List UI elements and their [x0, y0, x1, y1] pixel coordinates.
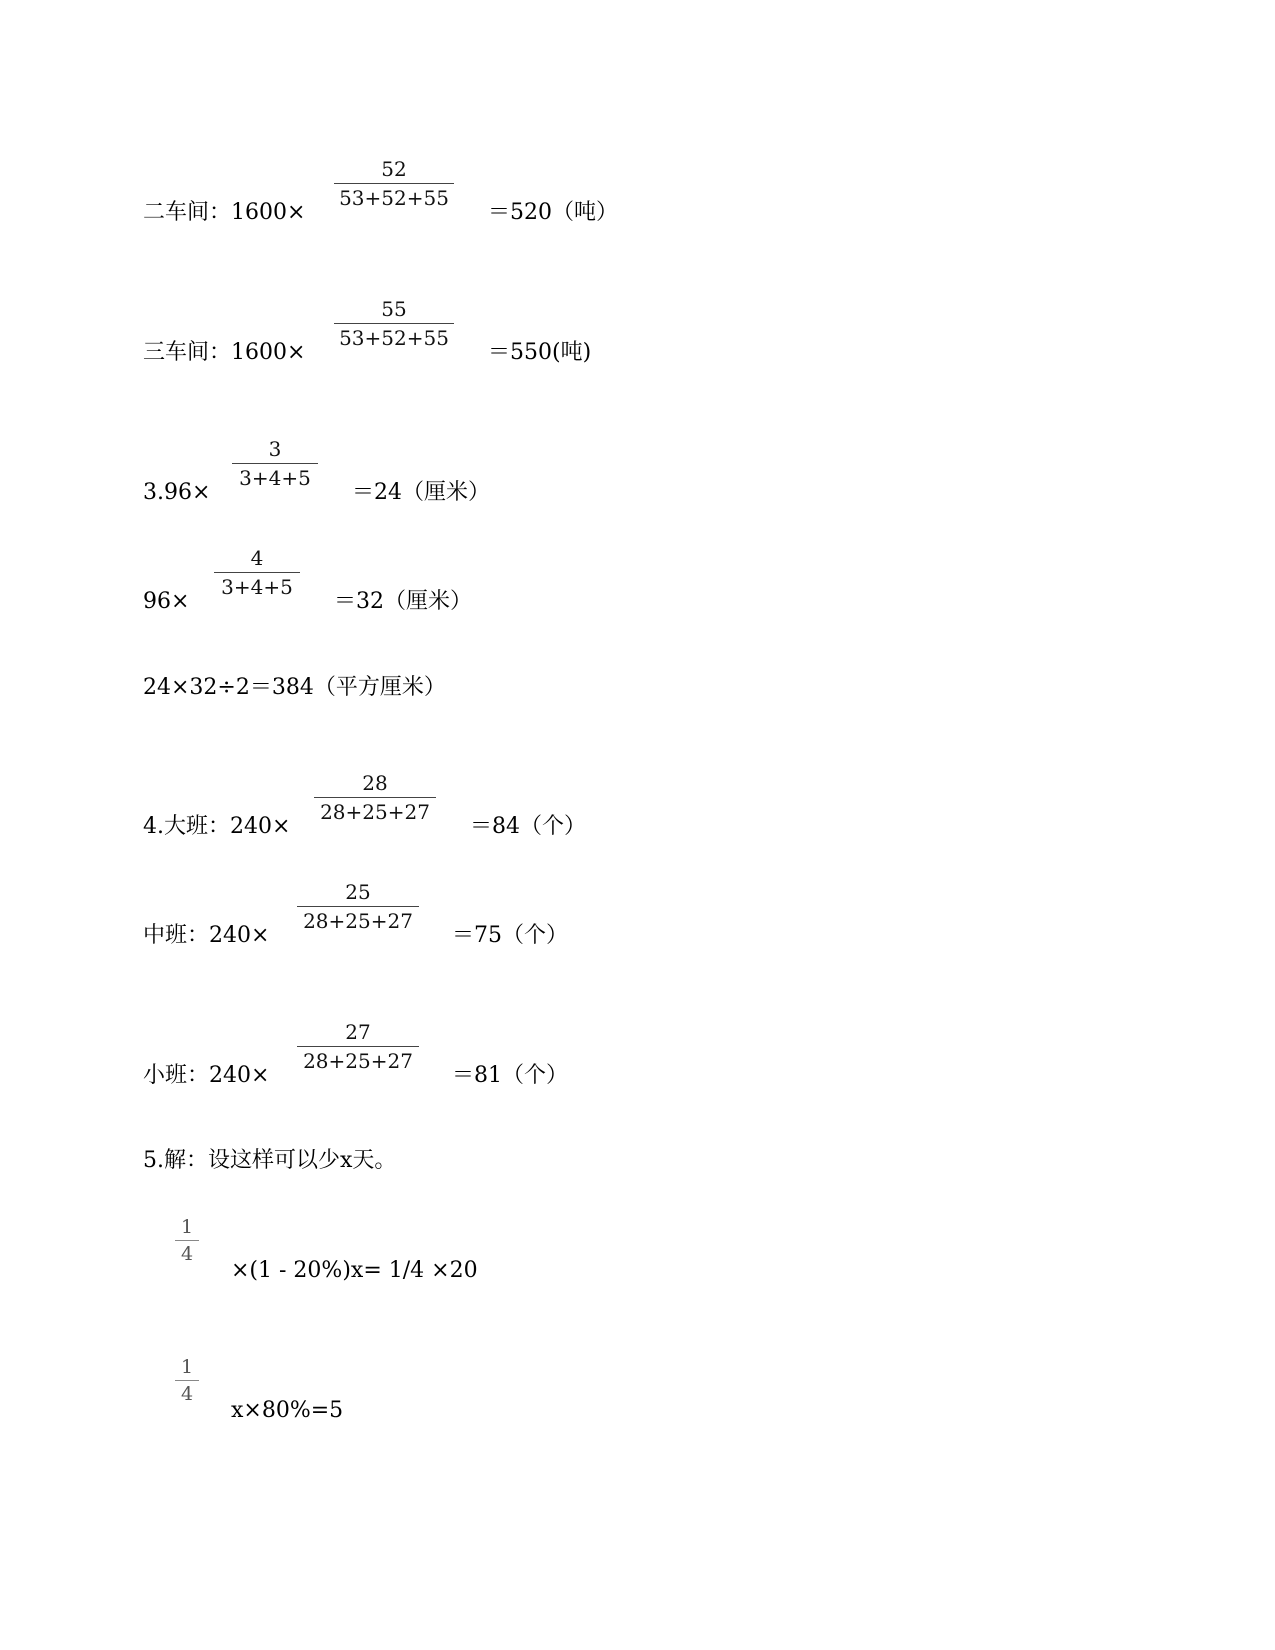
equation-prefix: 中班：240× — [143, 923, 270, 948]
fraction — [334, 297, 454, 350]
equation-prefix: 二车间：1600× — [143, 200, 306, 225]
equation-prefix: 3.96× — [143, 480, 211, 505]
fraction-denominator: 28+25+27 — [303, 1049, 413, 1073]
fraction-numerator: 52 — [381, 157, 407, 181]
fraction — [175, 1356, 199, 1405]
equation-prefix: 三车间：1600× — [143, 340, 306, 365]
equation-expression: x×80%=5 — [231, 1398, 344, 1423]
equation-prefix: 96× — [143, 589, 190, 614]
equation-line: 24×32÷2＝384（平方厘米） — [143, 675, 446, 700]
equation-result: ＝75（个） — [452, 923, 568, 948]
fraction-numerator: 1 — [180, 1216, 194, 1238]
equation-result: ＝550(吨) — [488, 340, 592, 365]
equation-prefix: 小班：240× — [143, 1063, 270, 1088]
fraction-denominator: 3+4+5 — [221, 575, 293, 599]
equation-expression: ×(1 - 20%)x= 1/4 ×20 — [231, 1258, 478, 1283]
fraction-numerator: 3 — [268, 437, 282, 461]
fraction — [334, 157, 454, 210]
equation-result: ＝32（厘米） — [334, 589, 472, 614]
fraction-denominator: 4 — [180, 1243, 194, 1265]
solution-statement: 5.解：设这样可以少x天。 — [143, 1148, 397, 1173]
equation-result: ＝84（个） — [470, 814, 586, 839]
fraction-denominator: 28+25+27 — [303, 909, 413, 933]
fraction-numerator: 27 — [345, 1020, 371, 1044]
fraction-denominator: 53+52+55 — [339, 186, 449, 210]
fraction — [175, 1216, 199, 1265]
fraction-denominator: 53+52+55 — [339, 326, 449, 350]
fraction — [297, 1020, 419, 1073]
equation-prefix: 4.大班：240× — [143, 814, 291, 839]
fraction — [314, 771, 436, 824]
equation-result: ＝520（吨） — [488, 200, 618, 225]
fraction — [232, 437, 318, 490]
fraction-numerator: 55 — [381, 297, 407, 321]
equation-result: ＝24（厘米） — [352, 480, 490, 505]
fraction-denominator: 3+4+5 — [239, 466, 311, 490]
fraction-denominator: 4 — [180, 1383, 194, 1405]
fraction-numerator: 1 — [180, 1356, 194, 1378]
fraction — [297, 880, 419, 933]
fraction-numerator: 4 — [250, 546, 264, 570]
equation-result: ＝81（个） — [452, 1063, 568, 1088]
fraction-numerator: 25 — [345, 880, 371, 904]
fraction — [214, 546, 300, 599]
fraction-denominator: 28+25+27 — [320, 800, 430, 824]
fraction-numerator: 28 — [362, 771, 388, 795]
